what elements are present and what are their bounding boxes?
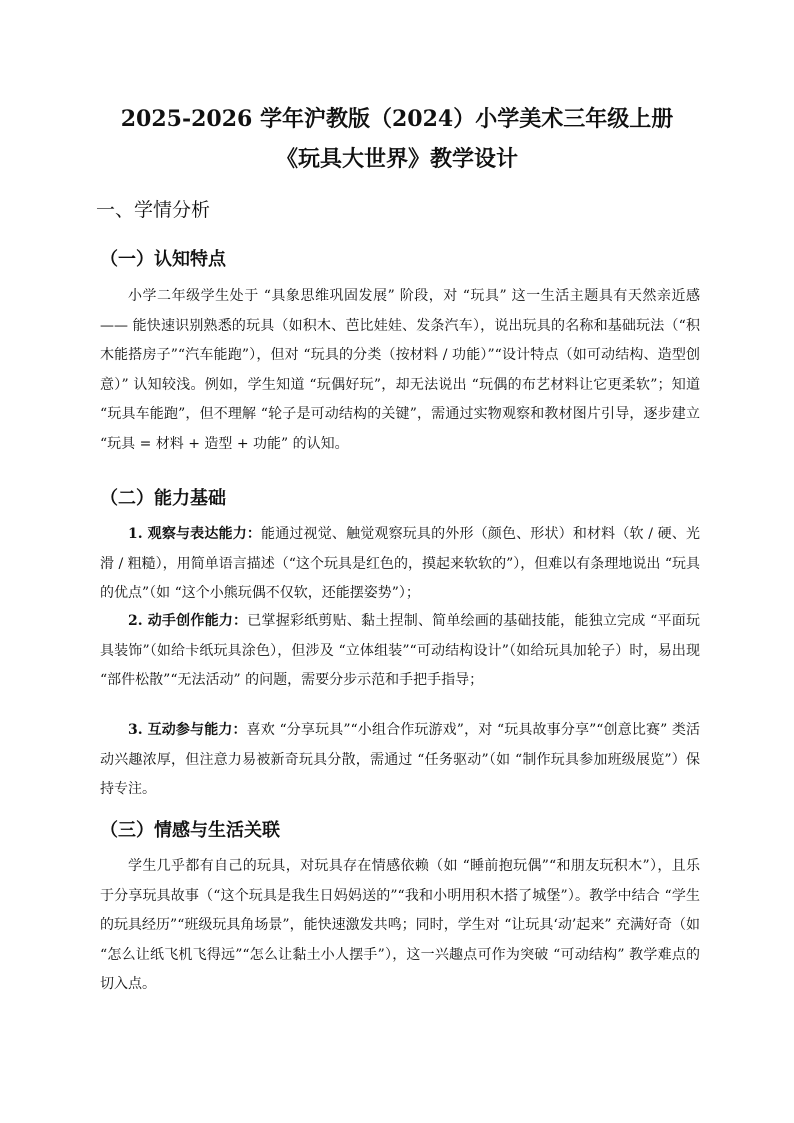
document-title-line1: 2025-2026 学年沪教版（2024）小学美术三年级上册 bbox=[120, 106, 674, 132]
list-item-text: 能通过视觉、触觉观察玩具的外形（颜色、形状）和材料（软 / 硬、光滑 / 粗糙），用简单语言描述（“这个玩具是红色的，摸起来软软的”），但难以有条理地说出 “玩具的优点”（如 “这个小熊玩偶不仅软，还能摆姿势”）； bbox=[100, 526, 700, 602]
list-item-label: 3. 互动参与能力： bbox=[128, 722, 247, 738]
list-item-label: 2. 动手创作能力： bbox=[128, 613, 248, 629]
list-item-text: 已掌握彩纸剪贴、黏土捏制、简单绘画的基础技能，能独立完成 “平面玩具装饰”（如给卡纸玩具涂色），但涉及 “立体组装”“可动结构设计”（如给玩具加轮子）时，易出现 “部件松散”“无法活动” 的问题，需要分步示范和手把手指导； bbox=[100, 613, 700, 689]
subsection-heading-cognition: （一）认知特点 bbox=[100, 249, 226, 270]
list-item-hands-on-ability bbox=[100, 607, 700, 696]
section-heading-learner-analysis: 一、学情分析 bbox=[96, 199, 211, 221]
subsection-heading-emotion: （三）情感与生活关联 bbox=[100, 820, 280, 841]
subsection-heading-ability: （二）能力基础 bbox=[100, 488, 226, 509]
paragraph-cognition: 小学二年级学生处于 “具象思维巩固发展” 阶段，对 “玩具” 这一生活主题具有天然亲近感 —— 能快速识别熟悉的玩具（如积木、芭比娃娃、发条汽车），说出玩具的名称和基础玩法（“积木能搭房子”“汽车能跑”），但对 “玩具的分类（按材料 / 功能）”“设计特点（如可动结构、造型创意）” 认知较浅。例如，学生知道 “玩偶好玩”，却无法说出 “玩偶的布艺材料让它更柔软”；知道 “玩具车能跑”，但不理解 “轮子是可动结构的关键”，需通过实物观察和教材图片引导，逐步建立 “玩具 = 材料 + 造型 + 功能” 的认知。 bbox=[100, 288, 700, 452]
document-title-line2: 《玩具大世界》教学设计 bbox=[275, 146, 518, 172]
list-item-interaction-ability bbox=[100, 716, 700, 805]
list-item-label: 1. 观察与表达能力： bbox=[128, 526, 262, 542]
list-item-observation-ability bbox=[100, 520, 700, 609]
list-item-text: 喜欢 “分享玩具”“小组合作玩游戏”，对 “玩具故事分享”“创意比赛” 类活动兴趣浓厚，但注意力易被新奇玩具分散，需通过 “任务驱动”（如 “制作玩具参加班级展览”）保持专注。 bbox=[100, 722, 701, 798]
paragraph-emotion: 学生几乎都有自己的玩具，对玩具存在情感依赖（如 “睡前抱玩偶”“和朋友玩积木”），且乐于分享玩具故事（“这个玩具是我生日妈妈送的”“我和小明用积木搭了城堡”）。教学中结合 “学生的玩具经历”“班级玩具角场景”，能快速激发共鸣；同时，学生对 “让玩具‘动’起来” 充满好奇（如 “怎么让纸飞机飞得远”“怎么让黏土小人摆手”），这一兴趣点可作为突破 “可动结构” 教学难点的切入点。 bbox=[100, 858, 700, 993]
